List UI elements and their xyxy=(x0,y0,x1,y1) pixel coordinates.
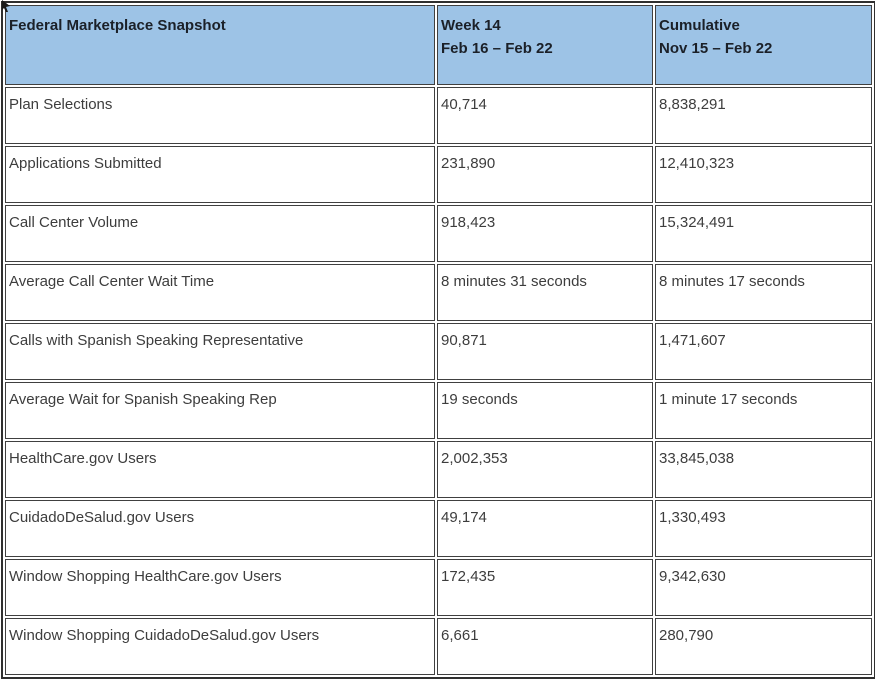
week-value-cell: 90,871 xyxy=(437,323,653,380)
table-row xyxy=(5,146,872,203)
table-row xyxy=(5,323,872,380)
table-row xyxy=(5,441,872,498)
week-value-cell: 231,890 xyxy=(437,146,653,203)
week-value-cell: 8 minutes 31 seconds xyxy=(437,264,653,321)
cumulative-value-cell: 9,342,630 xyxy=(655,559,872,616)
week-value-cell: 172,435 xyxy=(437,559,653,616)
row-label-cell: Calls with Spanish Speaking Representative xyxy=(5,323,435,380)
header-week-daterange: Feb 16 – Feb 22 xyxy=(441,40,553,57)
table-title: Federal Marketplace Snapshot xyxy=(9,17,226,34)
table-row xyxy=(5,500,872,557)
cumulative-value-cell: 1,471,607 xyxy=(655,323,872,380)
row-label-cell: Plan Selections xyxy=(5,87,435,144)
cumulative-value-cell: 1,330,493 xyxy=(655,500,872,557)
header-cell-metric xyxy=(5,5,435,85)
row-label-cell: Applications Submitted xyxy=(5,146,435,203)
week-value-cell: 2,002,353 xyxy=(437,441,653,498)
week-value-cell: 49,174 xyxy=(437,500,653,557)
week-value-cell: 40,714 xyxy=(437,87,653,144)
header-week-label: Week 14 xyxy=(441,17,501,34)
cumulative-value-cell: 33,845,038 xyxy=(655,441,872,498)
row-label-cell: Window Shopping HealthCare.gov Users xyxy=(5,559,435,616)
row-label-cell: CuidadoDeSalud.gov Users xyxy=(5,500,435,557)
header-cell-cumulative xyxy=(655,5,872,85)
cumulative-value-cell: 15,324,491 xyxy=(655,205,872,262)
cumulative-value-cell: 1 minute 17 seconds xyxy=(655,382,872,439)
cumulative-value-cell: 280,790 xyxy=(655,618,872,675)
cumulative-value-cell: 12,410,323 xyxy=(655,146,872,203)
header-cumulative-label: Cumulative xyxy=(659,17,740,34)
table-row xyxy=(5,205,872,262)
table-row xyxy=(5,264,872,321)
week-value-cell: 918,423 xyxy=(437,205,653,262)
row-label-cell: Average Call Center Wait Time xyxy=(5,264,435,321)
federal-marketplace-table xyxy=(1,1,875,679)
row-label-cell: Window Shopping CuidadoDeSalud.gov Users xyxy=(5,618,435,675)
table-body xyxy=(5,87,872,675)
row-label-cell: HealthCare.gov Users xyxy=(5,441,435,498)
row-label-cell: Average Wait for Spanish Speaking Rep xyxy=(5,382,435,439)
table-row xyxy=(5,559,872,616)
cumulative-value-cell: 8 minutes 17 seconds xyxy=(655,264,872,321)
week-value-cell: 6,661 xyxy=(437,618,653,675)
table-row xyxy=(5,87,872,144)
week-value-cell: 19 seconds xyxy=(437,382,653,439)
row-label-cell: Call Center Volume xyxy=(5,205,435,262)
header-cell-week xyxy=(437,5,653,85)
header-cumulative-daterange: Nov 15 – Feb 22 xyxy=(659,40,773,57)
table-header-row xyxy=(5,5,872,85)
cumulative-value-cell: 8,838,291 xyxy=(655,87,872,144)
table-row xyxy=(5,382,872,439)
table-row xyxy=(5,618,872,675)
